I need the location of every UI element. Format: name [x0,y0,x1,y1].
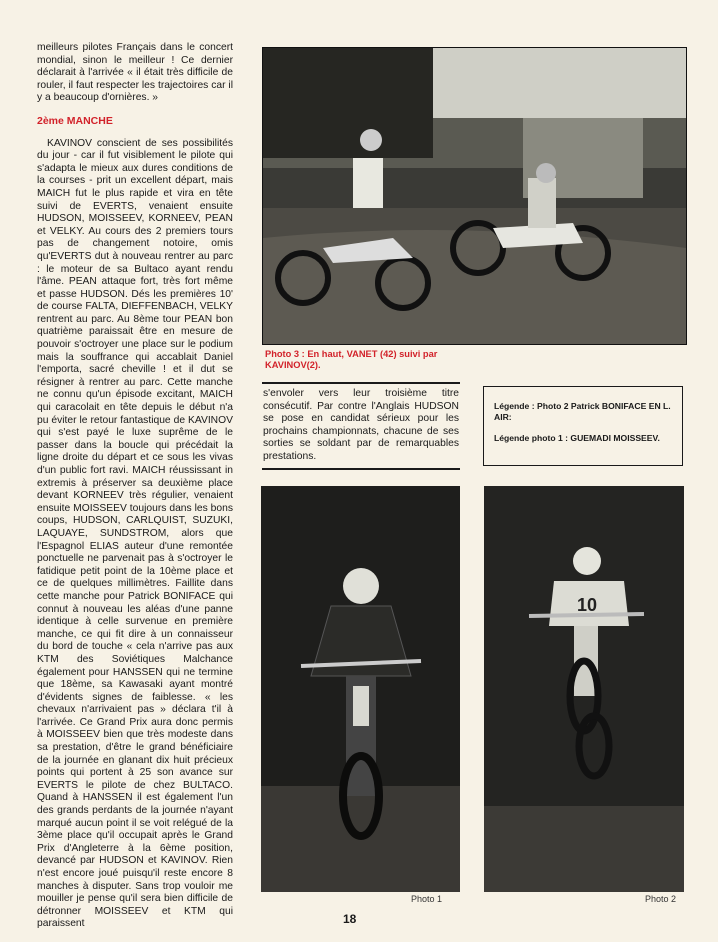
legend-line-2: Légende photo 1 : GUEMADI MOISSEEV. [494,433,660,443]
divider-rule-bottom [262,468,460,470]
photo-1-image [261,486,460,892]
photo-3-caption: Photo 3 : En haut, VANET (42) suivi par KAVINOV(2). [265,349,438,370]
photo-2-boniface [484,486,684,892]
left-article-column [37,42,233,931]
middle-article-column [263,388,459,464]
divider-rule-top [262,382,460,384]
photo-2-label: Photo 2 [645,894,677,904]
legend-line-1: Légende : Photo 2 Patrick BONIFACE EN L. AIR: [494,401,671,422]
continuation-paragraph: s'envoler vers leur troisième titre consécutif. Par contre l'Anglais HUDSON se pose en candidat sérieux pour les prochains championnats, chacune de ses sorties se soldant par de remarquables prestations. [263,388,459,462]
body-paragraph: KAVINOV conscient de ses possibilités du jour - car il fut visiblement le pilote qui s'adapta le mieux aux dures conditions de la courses - prit un excellent départ, mais MAICH fut le plus rapide et vira en tête suivi de EVERTS, venaient ensuite HUDSON, MOISSEEV, KORNEEV, PEAN et VELKY. Au cours des 2 premiers tours pas de changement notoire, omis qu'EVERTS dut à nouveau rentrer au parc : le moteur de sa Bultaco ayant rendu l'âme. PEAN attaque fort, très fort même et passe HUDSON. Dés les premières 10' de course FALTA, DIEFFENBACH, VELKY rentrent au parc. Au 8ème tour PEAN bon quatrième paraissait être en mesure de pouvoir s'octroyer une place sur le podium mais la souffrance qui accablait Daniel l'emporta, sacré cheville ! et il dut se résigner à rentrer au parc. Cette manche ne connu qu'un épisode excitant, MAICH qui caracolait en tête depuis le début n'a pu éviter le retour fantastique de KAVINOV qui s'est payé le luxe suprême de le passer dans la boucle qui précédait la ligne droite du départ et ce sous les vivas d'un public fort ravi. MAICH réussissant in extremis à préserver sa deuxième place devant KORNEEV très régulier, venaient ensuite MOISSEEV toujours dans les bons coups, HUDSON, CARLQUIST, SUZUKI, LAQUAYE, SUNDSTROM, alors que l'Espagnol ELIAS auteur d'une remontée ponctuelle ne parvenait pas à s'octroyer le fatidique petit point de la 10ème place et ce de quelques millimètres. Faillite dans cette manche pour Patrick BONIFACE qui connut à nouveau les aléas d'une panne identique à celle survenue en première manche, ce qui fit dire à un connaisseur du bord de touche « cela n'arrive pas aux KTM des Soviétiques Malchance également pour HANSSEN qui ne termine que 18ème, sa Kawasaki ayant montré d'évidents signes de faiblesse. « les chevaux n'arrivaient pas » déclara t'il à l'arrivée. Ce Grand Prix aura donc permis à MOISSEEV bien que très modeste dans sa prestation, d'être le grand bénéficiaire de la journée en glanant dix huit précieux points qui portent à 25 son avance sur EVERTS le pilote de chez BULTACO. Quand à HANSSEN il est également l'un des grands perdants de la journée n'ayant marqué aucun point il se voit relégué de la 3ème place qu'il occupait après le Grand Prix d'Angleterre à la 6ème position, devancé par HUDSON et KAVINOV. Rien n'est encore joué puisqu'il reste encore 8 manches à disputer. Sans trop vouloir me mouiller je pense qu'il sera bien difficile de détronner MOISSEEV et KTM qui paraissent [37,137,233,930]
photo-1-moisseev [261,486,460,892]
photo-3-race-action [262,47,687,345]
photo-1-label: Photo 1 [411,894,443,904]
legend-box [483,386,683,466]
photo-3-image [263,48,686,344]
page-number: 18 [343,912,357,926]
bib-number: 10 [576,595,598,615]
section-heading: 2ème MANCHE [37,114,113,127]
photo-2-image [484,486,684,892]
intro-paragraph: meilleurs pilotes Français dans le concert mondial, sinon le meilleur ! Ce dernier déclarait à l'arrivée « il était très difficile de rouler, il faut respecter les trajectoires car il y a beaucoup d'ornières. » [37,42,233,104]
